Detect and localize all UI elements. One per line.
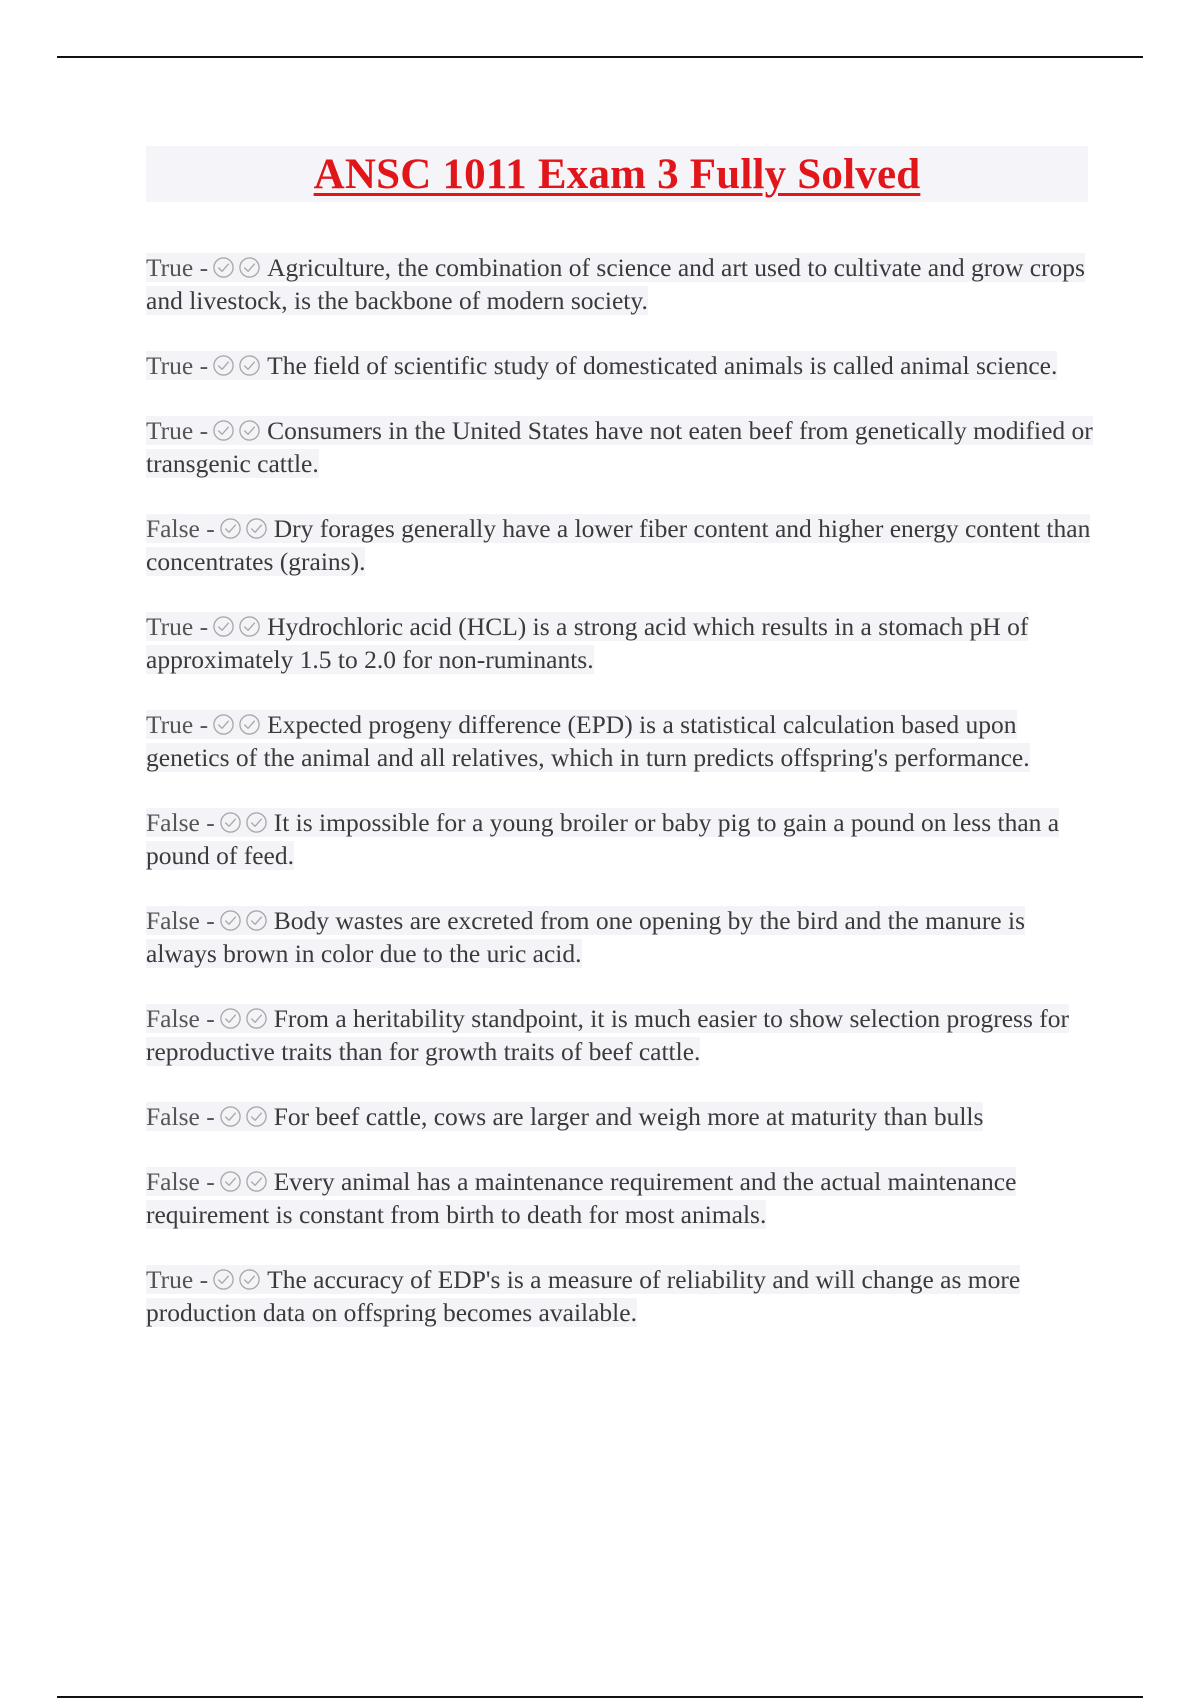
qa-item [146,708,1096,774]
statement-text: The field of scientific study of domesticated animals is called animal science. [267,351,1058,380]
answer-separator: - [199,612,209,641]
check-circle-icon [238,419,261,442]
check-circle-icon [238,615,261,638]
qa-item [146,349,1096,382]
answer-separator: - [206,1004,215,1033]
qa-item [146,1263,1096,1329]
qa-item [146,1002,1096,1068]
page-title: ANSC 1011 Exam 3 Fully Solved [313,150,921,198]
statement-text: Dry forages generally have a lower fiber content and higher energy content than concentrates (grains). [146,514,1091,576]
check-circle-icon [212,713,235,736]
check-circle-icon [238,354,261,377]
statement-text: It is impossible for a young broiler or baby pig to gain a pound on less than a pound of feed. [146,808,1060,870]
answer-label: False [146,906,200,935]
check-circle-icon [212,1268,235,1291]
check-circle-icon [245,517,268,540]
answer-label: True [146,253,194,282]
answer-label: False [146,1102,200,1131]
double-check-icon [219,1004,271,1033]
double-check-icon [212,1265,264,1294]
answer-label: True [146,416,194,445]
answer-separator: - [199,253,209,282]
answer-label: True [146,1265,194,1294]
qa-item [146,251,1096,317]
answer-separator: - [199,1265,209,1294]
check-circle-icon [245,909,268,932]
check-circle-icon [219,1007,242,1030]
statement-text: Agriculture, the combination of science and art used to cultivate and grow crops and livestock, is the backbone of modern society. [146,253,1085,315]
check-circle-icon [212,256,235,279]
top-rule [57,56,1143,58]
double-check-icon [219,906,271,935]
answer-label: False [146,1004,200,1033]
statement-text: From a heritability standpoint, it is much easier to show selection progress for reproductive traits than for growth traits of beef cattle. [146,1004,1070,1066]
statement-text: Expected progeny difference (EPD) is a statistical calculation based upon genetics of the animal and all relatives, which in turn predicts offspring's performance. [146,710,1030,772]
statement-text: Hydrochloric acid (HCL) is a strong acid which results in a stomach pH of approximately 1.5 to 2.0 for non-ruminants. [146,612,1029,674]
answer-separator: - [199,710,209,739]
statement-text: Body wastes are excreted from one opening by the bird and the manure is always brown in color due to the uric acid. [146,906,1026,968]
qa-list [146,251,1096,1361]
double-check-icon [212,612,264,641]
answer-separator: - [199,351,209,380]
answer-label: True [146,710,194,739]
statement-text: Consumers in the United States have not eaten beef from genetically modified or transgenic cattle. [146,416,1093,478]
answer-label: False [146,1167,200,1196]
answer-separator: - [206,808,215,837]
answer-separator: - [206,906,215,935]
statement-text: The accuracy of EDP's is a measure of reliability and will change as more production data on offspring becomes available. [146,1265,1021,1327]
check-circle-icon [212,419,235,442]
check-circle-icon [212,354,235,377]
check-circle-icon [245,1007,268,1030]
double-check-icon [212,710,264,739]
qa-item [146,1100,1096,1133]
check-circle-icon [219,1105,242,1128]
check-circle-icon [238,1268,261,1291]
bottom-rule [57,1696,1143,1698]
qa-item [146,610,1096,676]
check-circle-icon [219,811,242,834]
double-check-icon [219,1102,271,1131]
answer-separator: - [206,1167,215,1196]
qa-item [146,512,1096,578]
statement-text: Every animal has a maintenance requirement and the actual maintenance requirement is constant from birth to death for most animals. [146,1167,1017,1229]
check-circle-icon [219,1170,242,1193]
answer-separator: - [199,416,209,445]
double-check-icon [219,1167,271,1196]
check-circle-icon [219,517,242,540]
check-circle-icon [238,256,261,279]
double-check-icon [212,416,264,445]
answer-label: False [146,808,200,837]
check-circle-icon [212,615,235,638]
statement-text: For beef cattle, cows are larger and weigh more at maturity than bulls [273,1102,984,1131]
answer-label: False [146,514,200,543]
check-circle-icon [245,811,268,834]
double-check-icon [212,253,264,282]
answer-label: True [146,351,194,380]
double-check-icon [219,808,271,837]
qa-item [146,414,1096,480]
qa-item [146,806,1096,872]
qa-item [146,1165,1096,1231]
title-band [146,146,1088,202]
double-check-icon [219,514,271,543]
answer-separator: - [206,514,215,543]
check-circle-icon [238,713,261,736]
qa-item [146,904,1096,970]
answer-label: True [146,612,194,641]
check-circle-icon [245,1105,268,1128]
check-circle-icon [219,909,242,932]
check-circle-icon [245,1170,268,1193]
answer-separator: - [206,1102,215,1131]
double-check-icon [212,351,264,380]
